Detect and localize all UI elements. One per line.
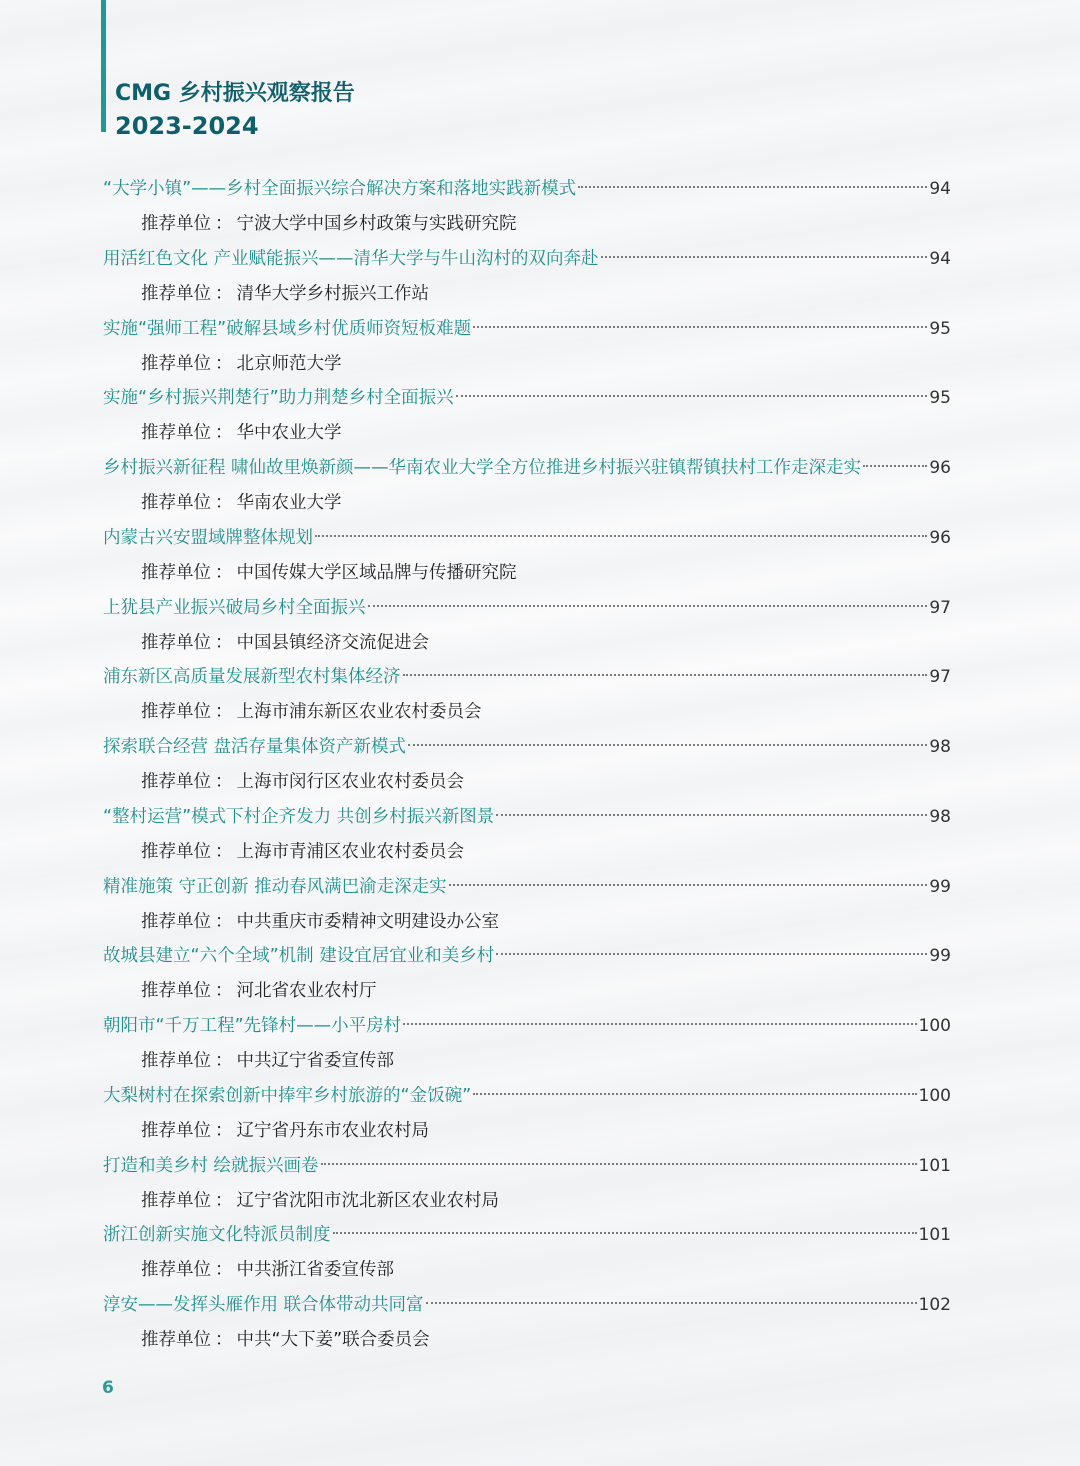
recommending-unit-name: 上海市闵行区农业农村委员会 — [236, 772, 464, 792]
toc-entry — [103, 171, 951, 241]
label-separator: ： — [215, 1051, 233, 1071]
recommending-unit-label: 推荐单位 — [141, 772, 211, 792]
label-separator: ： — [215, 981, 233, 1002]
recommending-unit-name: 中共辽宁省委宣传部 — [236, 1051, 394, 1071]
label-separator: ： — [215, 772, 233, 792]
toc-entry-title: 探索联合经营 盘活存量集体资产新模式 — [103, 737, 407, 757]
toc-title-row[interactable] — [103, 1287, 951, 1323]
recommending-unit-row — [103, 626, 951, 660]
recommending-unit-name: 宁波大学中国乡村政策与实践研究院 — [236, 214, 517, 234]
toc-entry-title: 实施“乡村振兴荆楚行”助力荆楚乡村全面振兴 — [103, 388, 454, 409]
toc-entry — [103, 938, 951, 1008]
recommending-unit-label: 推荐单位 — [141, 493, 211, 513]
toc-title-row[interactable] — [103, 1148, 951, 1184]
dot-leader — [578, 186, 927, 188]
dot-leader — [333, 1232, 917, 1234]
recommending-unit-name: 中国县镇经济交流促进会 — [236, 632, 429, 653]
toc-entry-page: 98 — [929, 737, 951, 757]
toc-entry — [103, 311, 951, 381]
label-separator: ： — [215, 841, 233, 862]
label-separator: ： — [215, 283, 233, 304]
recommending-unit-name: 上海市青浦区农业农村委员会 — [236, 841, 464, 862]
dot-leader — [449, 884, 928, 886]
dot-leader — [863, 465, 927, 467]
recommending-unit-label: 推荐单位 — [141, 1120, 211, 1141]
toc-entry-page: 100 — [918, 1085, 951, 1106]
recommending-unit-name: 河北省农业农村厅 — [236, 981, 377, 1002]
recommending-unit-label: 推荐单位 — [141, 283, 211, 304]
label-separator: ： — [215, 1190, 233, 1211]
dot-leader — [601, 256, 928, 258]
toc-title-row[interactable] — [103, 171, 951, 207]
recommending-unit-name: 华中农业大学 — [236, 423, 342, 444]
accent-bar — [101, 0, 106, 132]
recommending-unit-label: 推荐单位 — [141, 1051, 211, 1071]
toc-entry-page: 99 — [929, 946, 951, 967]
recommending-unit-row — [103, 207, 951, 241]
recommending-unit-label: 推荐单位 — [141, 1190, 211, 1211]
toc-entry — [103, 1148, 951, 1218]
toc-title-row[interactable] — [103, 520, 951, 556]
toc-entry — [103, 869, 951, 939]
dot-leader — [473, 326, 927, 328]
recommending-unit-label: 推荐单位 — [141, 423, 211, 444]
toc-entry-page: 94 — [929, 179, 951, 199]
toc-title-row[interactable] — [103, 659, 951, 695]
toc-entry — [103, 241, 951, 311]
toc-entry-title: 故城县建立“六个全域”机制 建设宜居宜业和美乡村 — [103, 946, 495, 967]
recommending-unit-row — [103, 277, 951, 311]
toc-entry-page: 100 — [918, 1016, 951, 1036]
dot-leader — [473, 1093, 916, 1095]
toc-entry-page: 98 — [929, 806, 951, 827]
recommending-unit-row — [103, 974, 951, 1008]
label-separator: ： — [215, 1120, 233, 1141]
recommending-unit-label: 推荐单位 — [141, 353, 211, 374]
recommending-unit-row — [103, 765, 951, 799]
report-header — [115, 78, 355, 142]
dot-leader — [496, 953, 927, 955]
toc-entry — [103, 1287, 951, 1357]
toc-entry — [103, 450, 951, 520]
toc-title-row[interactable] — [103, 311, 951, 347]
table-of-contents — [103, 171, 951, 1357]
toc-entry — [103, 590, 951, 660]
recommending-unit-label: 推荐单位 — [141, 841, 211, 862]
report-title: CMG 乡村振兴观察报告 — [115, 81, 355, 106]
toc-entry-page: 95 — [929, 318, 951, 339]
label-separator: ： — [215, 1260, 233, 1281]
toc-title-row[interactable] — [103, 241, 951, 277]
recommending-unit-name: 辽宁省沈阳市沈北新区农业农村局 — [236, 1190, 499, 1211]
recommending-unit-row — [103, 1044, 951, 1078]
recommending-unit-name: 中共浙江省委宣传部 — [236, 1260, 394, 1281]
recommending-unit-row — [103, 486, 951, 520]
toc-entry-page: 97 — [929, 667, 951, 688]
toc-entry-page: 94 — [929, 248, 951, 269]
label-separator: ： — [215, 632, 233, 653]
recommending-unit-label: 推荐单位 — [141, 214, 211, 234]
label-separator: ： — [215, 214, 233, 234]
toc-title-row[interactable] — [103, 380, 951, 416]
toc-entry — [103, 799, 951, 869]
recommending-unit-label: 推荐单位 — [141, 1330, 211, 1350]
toc-entry — [103, 659, 951, 729]
toc-entry-page: 99 — [929, 876, 951, 897]
toc-entry-title: “整村运营”模式下村企齐发力 共创乡村振兴新图景 — [103, 806, 495, 827]
page-number: 6 — [102, 1378, 114, 1398]
toc-title-row[interactable] — [103, 590, 951, 626]
recommending-unit-name: 辽宁省丹东市农业农村局 — [236, 1120, 429, 1141]
recommending-unit-name: 中共重庆市委精神文明建设办公室 — [236, 911, 499, 932]
recommending-unit-row — [103, 695, 951, 729]
toc-entry-title: 大梨树村在探索创新中捧牢乡村旅游的“金饭碗” — [103, 1085, 472, 1106]
recommending-unit-name: 中国传媒大学区域品牌与传播研究院 — [236, 562, 517, 583]
toc-entry-page: 95 — [929, 388, 951, 409]
toc-entry-title: 上犹县产业振兴破局乡村全面振兴 — [103, 597, 366, 618]
toc-entry-page: 97 — [929, 597, 951, 618]
dot-leader — [456, 395, 928, 397]
recommending-unit-label: 推荐单位 — [141, 702, 211, 723]
dot-leader — [315, 535, 927, 537]
report-year: 2023-2024 — [115, 112, 259, 140]
recommending-unit-row — [103, 556, 951, 590]
recommending-unit-name: 华南农业大学 — [236, 493, 342, 513]
dot-leader — [426, 1302, 917, 1304]
recommending-unit-name: 清华大学乡村振兴工作站 — [236, 283, 429, 304]
toc-entry — [103, 520, 951, 590]
toc-title-row[interactable] — [103, 450, 951, 486]
recommending-unit-name: 上海市浦东新区农业农村委员会 — [236, 702, 482, 723]
toc-entry — [103, 1008, 951, 1078]
toc-entry-title: 乡村振兴新征程 啸仙故里焕新颜——华南农业大学全方位推进乡村振兴驻镇帮镇扶村工作走深走实 — [103, 458, 862, 478]
label-separator: ： — [215, 702, 233, 723]
toc-title-row[interactable] — [103, 1217, 951, 1253]
recommending-unit-row — [103, 1323, 951, 1357]
recommending-unit-label: 推荐单位 — [141, 562, 211, 583]
recommending-unit-row — [103, 905, 951, 939]
recommending-unit-name: 中共“大下姜”联合委员会 — [236, 1330, 430, 1350]
toc-entry-title: 淳安——发挥头雁作用 联合体带动共同富 — [103, 1295, 424, 1315]
toc-entry — [103, 729, 951, 799]
dot-leader — [408, 744, 927, 746]
dot-leader — [321, 1163, 917, 1165]
toc-title-row[interactable] — [103, 1078, 951, 1114]
toc-title-row[interactable] — [103, 938, 951, 974]
recommending-unit-label: 推荐单位 — [141, 911, 211, 932]
toc-entry-title: 内蒙古兴安盟域牌整体规划 — [103, 527, 313, 548]
label-separator: ： — [215, 423, 233, 444]
toc-entry-page: 96 — [929, 527, 951, 548]
recommending-unit-row — [103, 1253, 951, 1287]
toc-entry-title: 打造和美乡村 绘就振兴画卷 — [103, 1155, 319, 1176]
toc-entry — [103, 1217, 951, 1287]
recommending-unit-row — [103, 835, 951, 869]
toc-entry-title: “大学小镇”——乡村全面振兴综合解决方案和落地实践新模式 — [103, 179, 577, 199]
label-separator: ： — [215, 562, 233, 583]
toc-entry-title: 精准施策 守正创新 推动春风满巴渝走深走实 — [103, 876, 447, 897]
label-separator: ： — [215, 353, 233, 374]
toc-entry-title: 用活红色文化 产业赋能振兴——清华大学与牛山沟村的双向奔赴 — [103, 248, 599, 269]
toc-title-row[interactable] — [103, 799, 951, 835]
dot-leader — [403, 674, 928, 676]
toc-entry-page: 101 — [918, 1225, 951, 1246]
toc-entry-title: 朝阳市“千万工程”先锋村——小平房村 — [103, 1016, 402, 1036]
recommending-unit-row — [103, 416, 951, 450]
dot-leader — [496, 814, 927, 816]
recommending-unit-row — [103, 1114, 951, 1148]
recommending-unit-label: 推荐单位 — [141, 632, 211, 653]
label-separator: ： — [215, 911, 233, 932]
recommending-unit-row — [103, 1184, 951, 1218]
dot-leader — [368, 605, 928, 607]
label-separator: ： — [215, 493, 233, 513]
recommending-unit-label: 推荐单位 — [141, 981, 211, 1002]
toc-entry-page: 102 — [918, 1295, 951, 1315]
toc-entry — [103, 1078, 951, 1148]
toc-title-row[interactable] — [103, 1008, 951, 1044]
toc-entry-title: 实施“强师工程”破解县域乡村优质师资短板难题 — [103, 318, 472, 339]
label-separator: ： — [215, 1330, 233, 1350]
toc-entry-page: 101 — [918, 1155, 951, 1176]
recommending-unit-name: 北京师范大学 — [236, 353, 342, 374]
dot-leader — [403, 1023, 916, 1025]
toc-entry-title: 浦东新区高质量发展新型农村集体经济 — [103, 667, 401, 688]
recommending-unit-row — [103, 347, 951, 381]
toc-entry-page: 96 — [929, 458, 951, 478]
toc-title-row[interactable] — [103, 729, 951, 765]
toc-entry — [103, 380, 951, 450]
toc-entry-title: 浙江创新实施文化特派员制度 — [103, 1225, 331, 1246]
recommending-unit-label: 推荐单位 — [141, 1260, 211, 1281]
toc-title-row[interactable] — [103, 869, 951, 905]
